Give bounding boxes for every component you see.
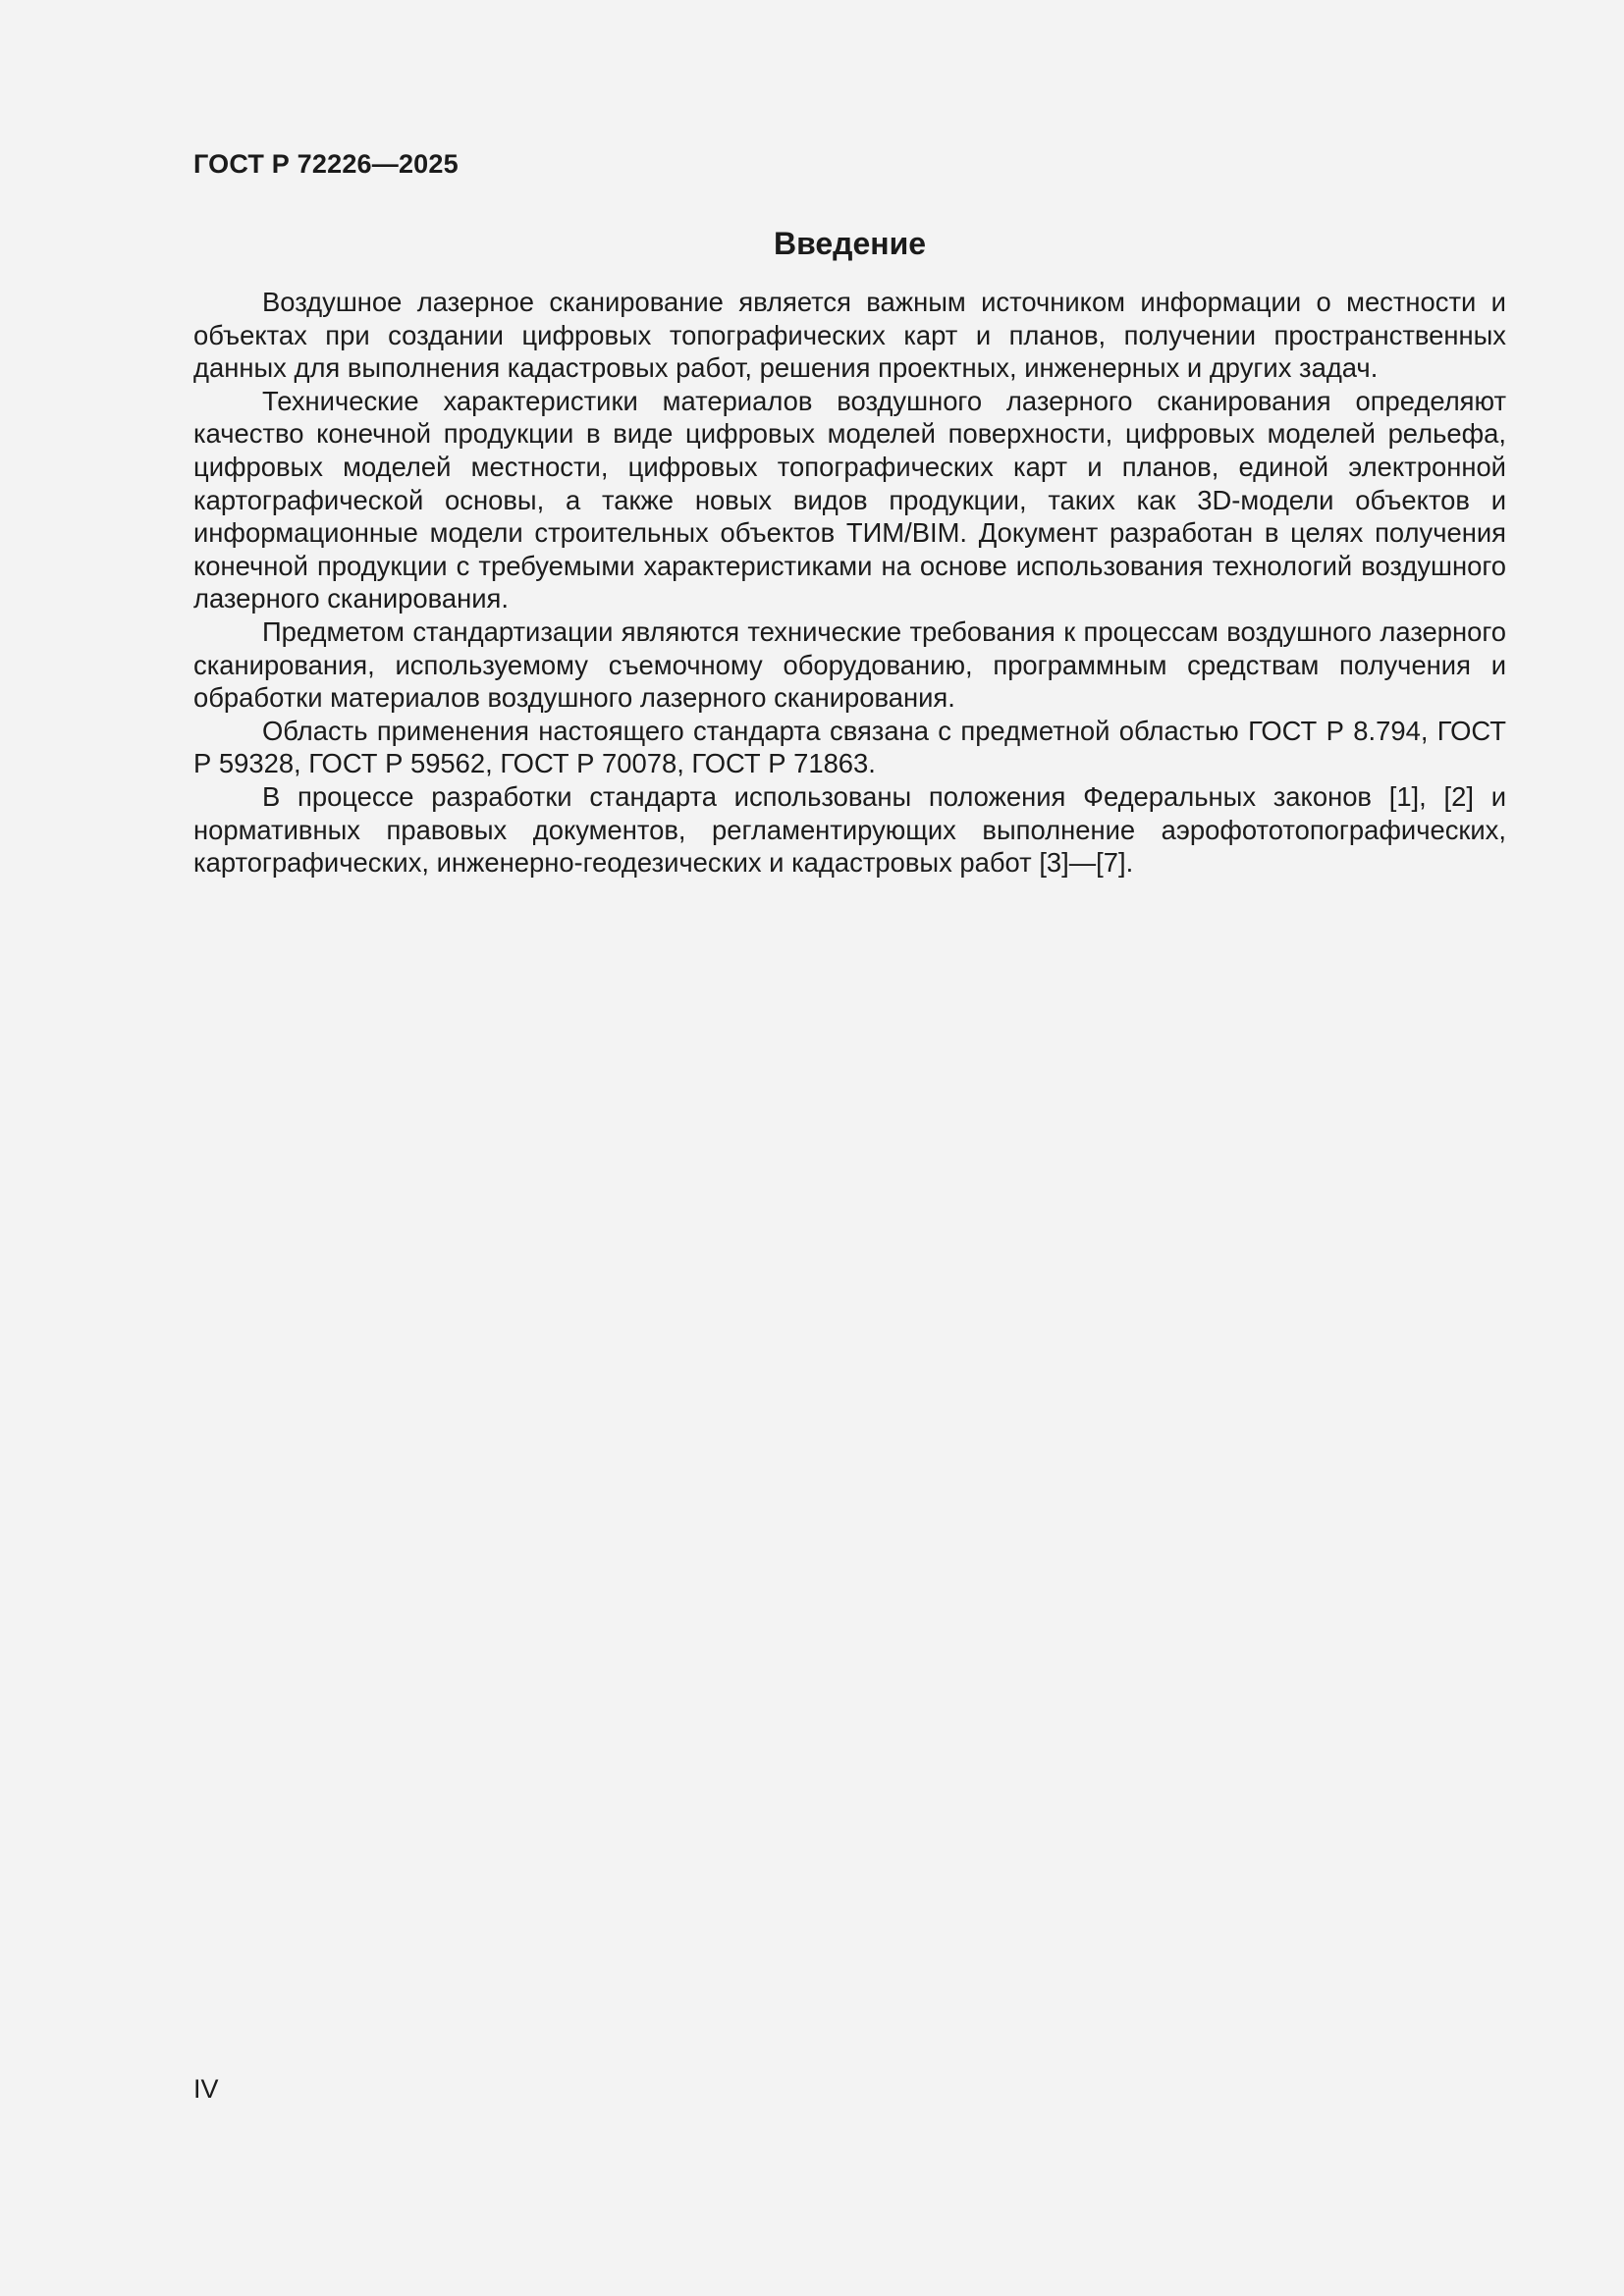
paragraph-2: Технические характеристики материалов воздушного лазерного сканирования определяют качество конечной продукции в виде цифровых моделей поверхности, цифровых моделей рельефа, цифровых моделей местности, цифровых топографических карт и планов, единой электронной картографической основы, а также новых видов продукции, таких как 3D-модели объектов и информационные модели строительных объектов ТИМ/BIM. Документ разработан в целях получения конечной продукции с требуемыми характеристиками на основе использования технологий воздушного лазерного сканирования. [193,385,1506,614]
paragraph-5: В процессе разработки стандарта использованы положения Федеральных законов [1], [2] и нормативных правовых документов, регламентирующих выполнение аэрофототопографических, картографических, инженерно-геодезических и кадастровых работ [3]—[7]. [193,780,1506,879]
paragraph-4: Область применения настоящего стандарта связана с предметной областью ГОСТ Р 8.794, ГОСТ Р 59328, ГОСТ Р 59562, ГОСТ Р 70078, ГОСТ Р 71863. [193,715,1506,779]
document-code: ГОСТ Р 72226—2025 [193,149,459,179]
paragraph-3: Предметом стандартизации являются технические требования к процессам воздушного лазерного сканирования, используемому съемочному оборудованию, программным средствам получения и обработки материалов воздушного лазерного сканирования. [193,615,1506,714]
page-number: IV [193,2074,219,2104]
introduction-body [193,286,1506,880]
section-title: Введение [773,226,927,261]
paragraph-1: Воздушное лазерное сканирование является важным источником информации о местности и объектах при создании цифровых топографических карт и планов, получении пространственных данных для выполнения кадастровых работ, решения проектных, инженерных и других задач. [193,287,1506,384]
